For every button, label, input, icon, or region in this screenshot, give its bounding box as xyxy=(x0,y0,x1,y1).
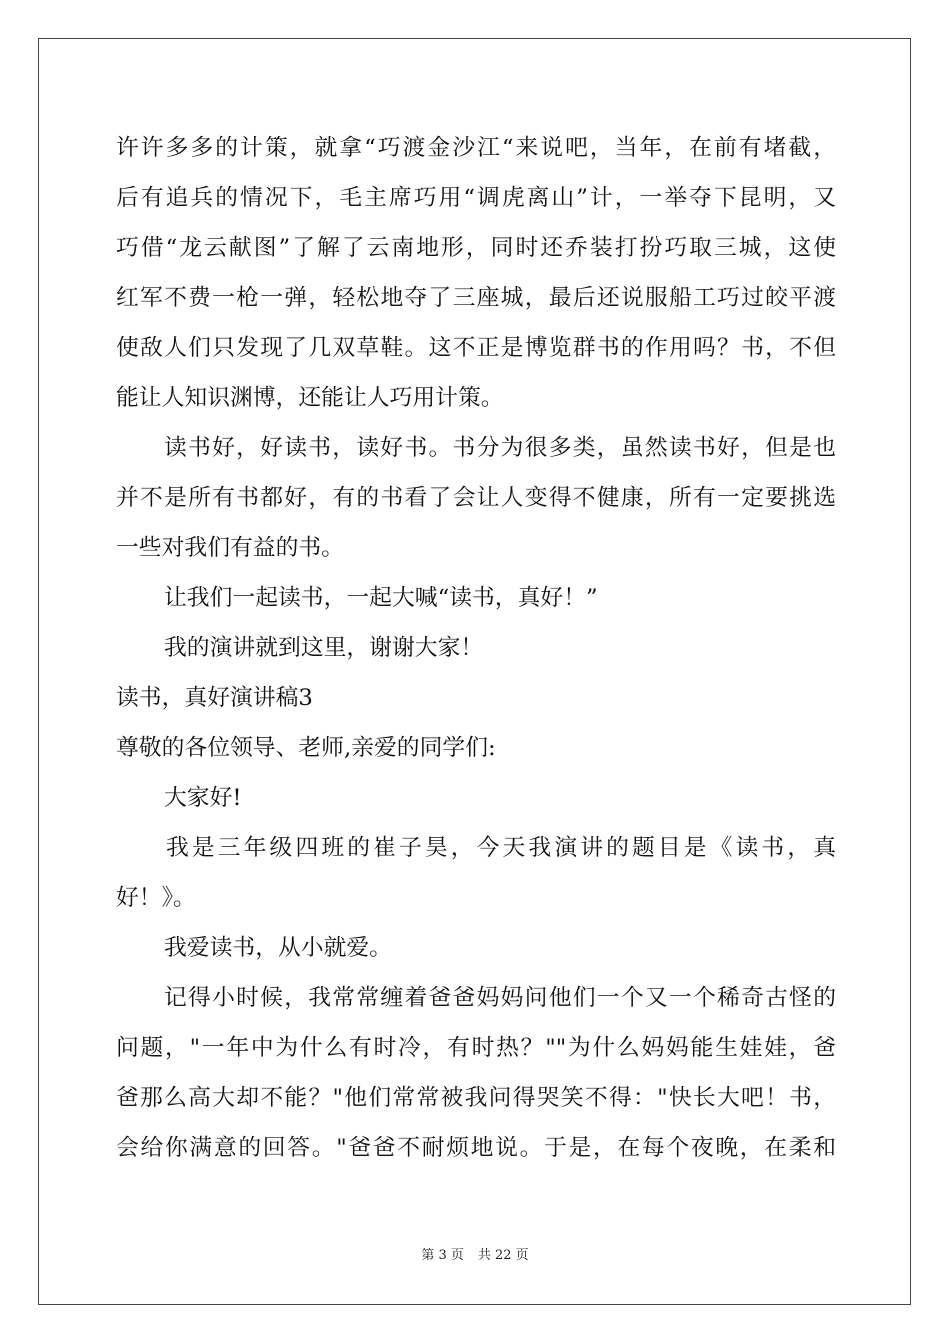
paragraph-line: 记得小时候，我常常缠着爸爸妈妈问他们一个又一个稀奇古怪的 xyxy=(164,985,836,1011)
page-footer xyxy=(0,1244,950,1263)
paragraph-line: 我爱读书，从小就爱。 xyxy=(164,935,392,961)
paragraph-line: 会给你满意的回答。"爸爸不耐烦地说。于是，在每个夜晚，在柔和 xyxy=(116,1135,836,1161)
section-heading: 读书，真好演讲稿3 xyxy=(116,685,313,711)
paragraph-line: 并不是所有书都好，有的书看了会让人变得不健康，所有一定要挑选 xyxy=(116,485,836,511)
paragraph-line: 能让人知识渊博，还能让人巧用计策。 xyxy=(116,385,504,411)
paragraph-line: 许许多多的计策，就拿“巧渡金沙江“来说吧，当年，在前有堵截， xyxy=(116,135,836,161)
page-total: 共 22 页 xyxy=(477,1248,529,1263)
salutation: 尊敬的各位领导、老师,亲爱的同学们: xyxy=(116,735,496,761)
greeting: 大家好! xyxy=(164,785,242,811)
page-number: 第 3 页 xyxy=(421,1248,464,1263)
paragraph-line: 爸那么高大却不能？"他们常常被我问得哭笑不得："快长大吧！书， xyxy=(116,1085,836,1111)
paragraph-line: 问题，"一年中为什么有时冷，有时热？""为什么妈妈能生娃娃，爸 xyxy=(116,1035,836,1061)
paragraph-line: 后有追兵的情况下，毛主席巧用“调虎离山”计，一举夺下昆明，又 xyxy=(116,185,836,211)
document-body xyxy=(116,128,836,1178)
paragraph-line: 红军不费一枪一弹，轻松地夺了三座城，最后还说服船工巧过皎平渡 xyxy=(116,285,836,311)
paragraph-line: 一些对我们有益的书。 xyxy=(116,535,344,561)
paragraph-line: 让我们一起读书，一起大喊“读书，真好！” xyxy=(164,585,598,611)
paragraph-line: 我的演讲就到这里，谢谢大家！ xyxy=(164,635,484,661)
paragraph-line: 我是三年级四班的崔子昊，今天我演讲的题目是《读书，真 xyxy=(166,835,836,861)
paragraph-line: 巧借“龙云献图”了解了云南地形，同时还乔装打扮巧取三城，这使 xyxy=(116,235,836,261)
paragraph-line: 读书好，好读书，读好书。书分为很多类，虽然读书好，但是也 xyxy=(164,435,836,461)
paragraph-line: 好！》。 xyxy=(116,885,196,911)
paragraph-line: 使敌人们只发现了几双草鞋。这不正是博览群书的作用吗？书，不但 xyxy=(116,335,836,361)
